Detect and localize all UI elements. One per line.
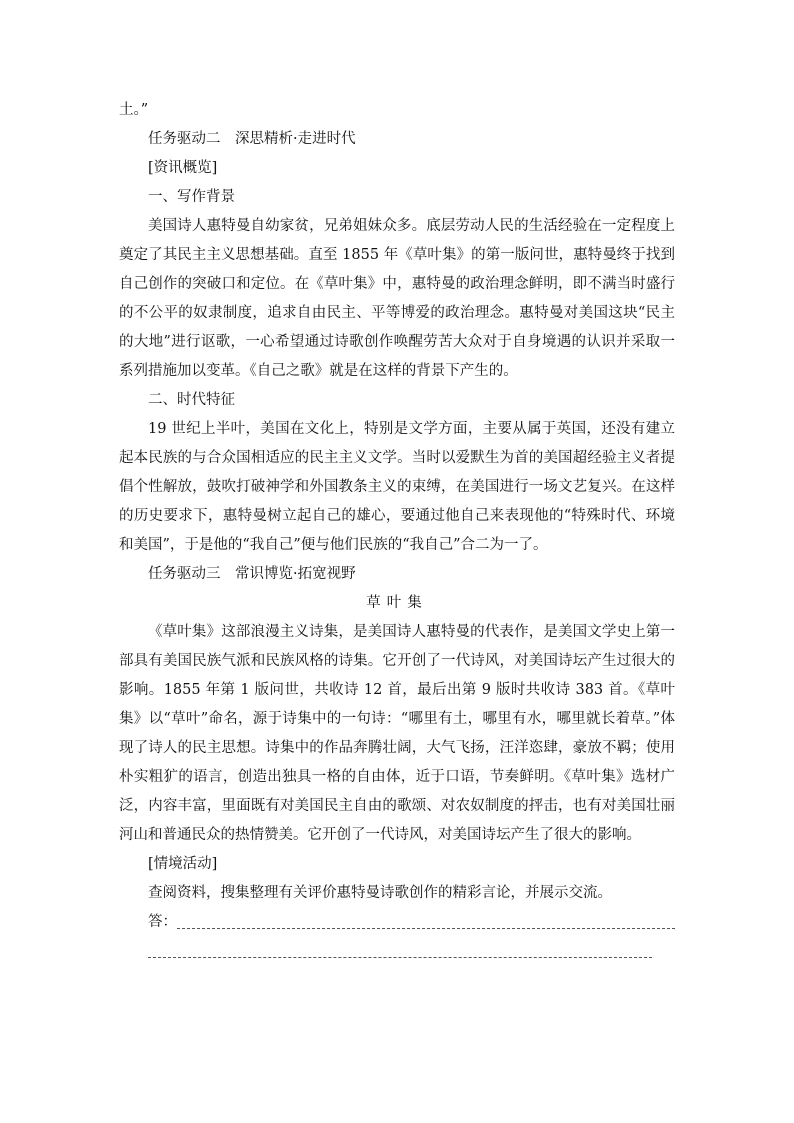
activity-instruction: 查阅资料，搜集整理有关评价惠特曼诗歌创作的精彩言论，并展示交流。 xyxy=(148,885,612,901)
paragraph-era-features: 19 世纪上半叶，美国在文化上，特别是文学方面，主要从属于英国，还没有建立起本民族的与合众国相适应的民主主义文学。当时以爱默生为首的美国超经验主义者提倡个性解放，鼓吹打破神学和外国教条主义的束缚，在美国进行一场文艺复兴。在这样的历史要求下，惠特曼树立起自己的雄心，要通过他自己来表现他的“特殊时代、环境和美国”，于是他的“我自己”便与他们民族的“我自己”合二为一了。 xyxy=(119,421,675,553)
document-page xyxy=(119,96,675,966)
task2-heading: 任务驱动二 深思精析·走进时代 xyxy=(148,131,356,147)
section-label-info: [资讯概览] xyxy=(148,160,218,176)
answer-line-2[interactable] xyxy=(148,957,652,958)
paragraph-leaves-of-grass: 《草叶集》这部浪漫主义诗集，是美国诗人惠特曼的代表作，是美国文学史上第一部具有美国民族气派和民族风格的诗集。它开创了一代诗风，对美国诗坛产生过很大的影响。1855 年第 1 版问世，共收诗 12 首，最后出第 9 版时共收诗 383 首。《草叶集》以“草叶”命名，源于诗集中的一句诗：“哪里有土，哪里有水，哪里就长着草。”体现了诗人的民主思想。诗集中的作品奔腾壮阔，大气飞扬，汪洋恣肆，豪放不羁；使用朴实粗犷的语言，创造出独具一格的自由体，近于口语，节奏鲜明。《草叶集》选材广泛，内容丰富，里面既有对美国民主自由的歌颂、对农奴制度的抨击，也有对美国壮丽河山和普通民众的热情赞美。它开创了一代诗风，对美国诗坛产生了很大的影响。 xyxy=(119,624,675,843)
lead-line: 土。” xyxy=(119,102,149,118)
section-label-activity: [情境活动] xyxy=(148,856,218,872)
answer-row-2 xyxy=(119,937,675,966)
answer-label: 答： xyxy=(148,914,177,930)
answer-line-1[interactable] xyxy=(177,928,675,929)
answer-row xyxy=(119,908,675,937)
subheading-era-features: 二、时代特征 xyxy=(148,392,235,408)
subheading-writing-background: 一、写作背景 xyxy=(148,189,235,205)
paragraph-writing-background: 美国诗人惠特曼自幼家贫，兄弟姐妹众多。底层劳动人民的生活经验在一定程度上奠定了其民主主义思想基础。直至 1855 年《草叶集》的第一版问世，惠特曼终于找到自己创作的突破口和定位。在《草叶集》中，惠特曼的政治理念鲜明，即不满当时盛行的不公平的奴隶制度，追求自由民主、平等博爱的政治理念。惠特曼对美国这块“民主的大地”进行讴歌，一心希望通过诗歌创作唤醒劳苦大众对于自身境遇的认识并采取一系列措施加以变革。《自己之歌》就是在这样的背景下产生的。 xyxy=(119,218,675,379)
task3-heading: 任务驱动三 常识博览·拓宽视野 xyxy=(148,566,356,582)
book-title: 草叶集 xyxy=(366,595,428,611)
